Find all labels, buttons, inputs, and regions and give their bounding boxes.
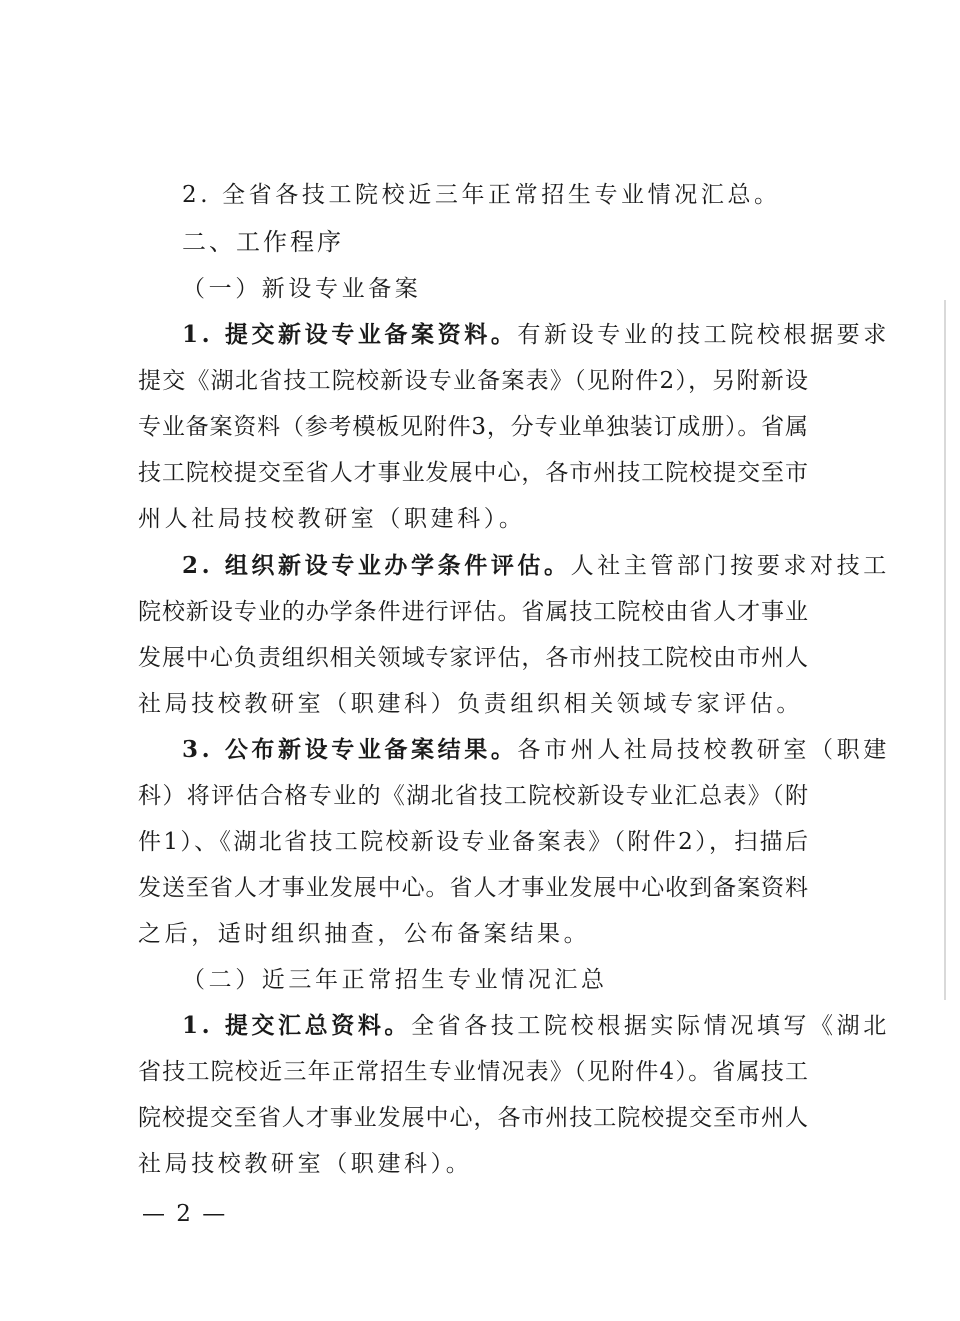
paragraph-1-line-5: 州人社局技校教研室（职建科）。 bbox=[138, 506, 526, 532]
sub-heading-new-majors: （一）新设专业备案 bbox=[182, 276, 422, 302]
paragraph-2-line-4: 社局技校教研室（职建科）负责组织相关领域专家评估。 bbox=[138, 691, 803, 717]
paragraph-3-first-line bbox=[182, 735, 890, 765]
paragraph-4-line-2: 省技工院校近三年正常招生专业情况表》（见附件4）。省属技工 bbox=[138, 1059, 808, 1085]
paragraph-2-line-2: 院校新设专业的办学条件进行评估。省属技工院校由省人才事业 bbox=[138, 599, 808, 625]
page-number: — 2 — bbox=[142, 1201, 228, 1227]
paragraph-4-line-3: 院校提交至省人才事业发展中心，各市州技工院校提交至市州人 bbox=[138, 1105, 808, 1131]
paragraph-4-text: 全省各技工院校根据实际情况填写《湖北 bbox=[411, 1013, 890, 1039]
paragraph-1-line-4: 技工院校提交至省人才事业发展中心，各市州技工院校提交至市 bbox=[138, 460, 808, 486]
paragraph-1-line-3: 专业备案资料（参考模板见附件3，分专业单独装订成册）。省属 bbox=[138, 414, 808, 440]
paragraph-3-line-2: 科）将评估合格专业的《湖北省技工院校新设专业汇总表》（附 bbox=[138, 783, 808, 809]
paragraph-4-first-line bbox=[182, 1011, 890, 1041]
scan-edge-mark bbox=[944, 300, 946, 1000]
list-item-2: 2. 全省各技工院校近三年正常招生专业情况汇总。 bbox=[182, 182, 781, 208]
paragraph-2-lead: 2. 组织新设专业办学条件评估。 bbox=[182, 552, 571, 579]
paragraph-1-line-2: 提交《湖北省技工院校新设专业备案表》（见附件2），另附新设 bbox=[138, 368, 808, 394]
paragraph-3-line-3: 件1）、《湖北省技工院校新设专业备案表》（附件2），扫描后 bbox=[138, 829, 808, 855]
paragraph-1-first-line bbox=[182, 320, 890, 350]
paragraph-3-text: 各市州人社局技校教研室（职建 bbox=[517, 737, 890, 763]
paragraph-1-lead: 1. 提交新设专业备案资料。 bbox=[182, 321, 518, 348]
paragraph-2-line-3: 发展中心负责组织相关领域专家评估，各市州技工院校由市州人 bbox=[138, 645, 808, 671]
paragraph-3-line-4: 发送至省人才事业发展中心。省人才事业发展中心收到备案资料 bbox=[138, 875, 808, 901]
paragraph-1-text: 有新设专业的技工院校根据要求 bbox=[517, 322, 890, 348]
paragraph-2-first-line bbox=[182, 551, 890, 581]
paragraph-3-line-5: 之后，适时组织抽查，公布备案结果。 bbox=[138, 921, 591, 947]
paragraph-3-lead: 3. 公布新设专业备案结果。 bbox=[182, 736, 518, 763]
section-heading: 二、工作程序 bbox=[182, 228, 344, 256]
sub-heading-enrollment-summary: （二）近三年正常招生专业情况汇总 bbox=[182, 967, 608, 993]
paragraph-4-lead: 1. 提交汇总资料。 bbox=[182, 1012, 412, 1039]
paragraph-4-line-4: 社局技校教研室（职建科）。 bbox=[138, 1151, 473, 1177]
paragraph-2-text: 人社主管部门按要求对技工 bbox=[570, 553, 890, 579]
